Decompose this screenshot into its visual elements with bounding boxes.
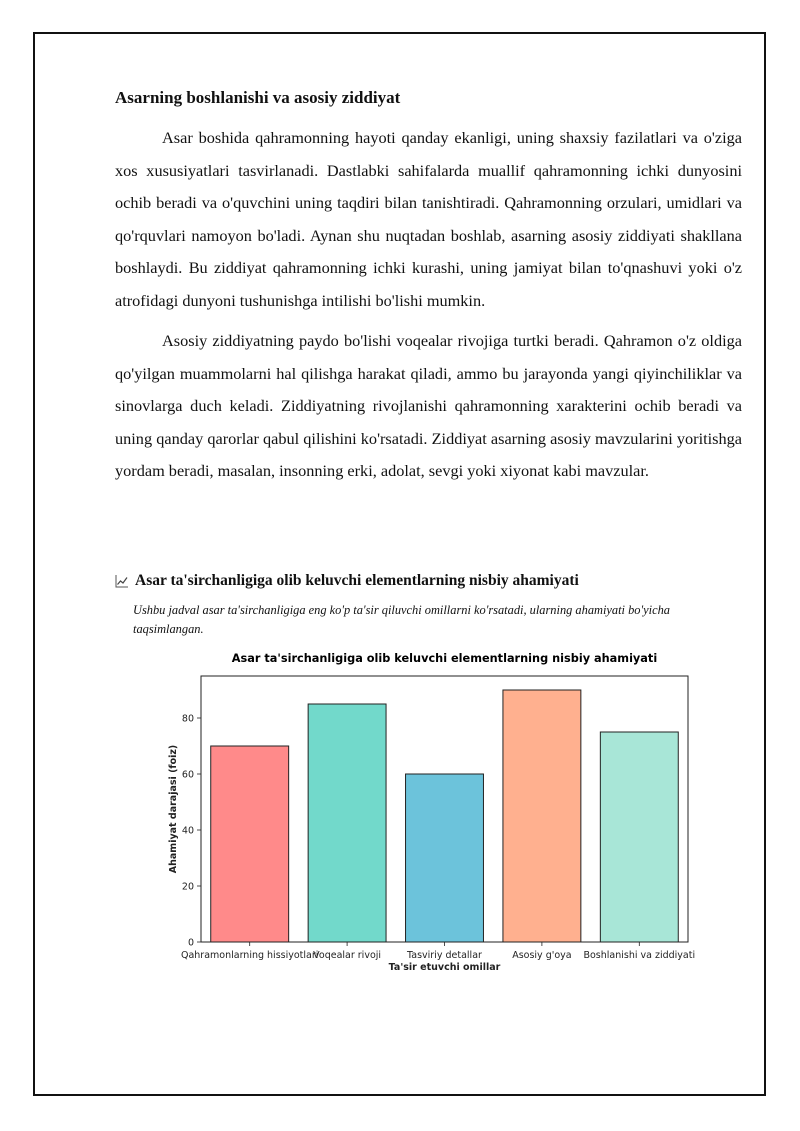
y-tick-label-5: 80 xyxy=(181,713,194,725)
x-tick-label-1: Qahramonlarning hissiyotlari xyxy=(180,950,319,961)
chart-increasing-icon xyxy=(115,574,129,588)
x-tick-label-4: Asosiy g'oya xyxy=(512,950,572,961)
y-tick-label-4: 60 xyxy=(181,769,194,781)
y-tick-label-1: 0 xyxy=(187,937,194,949)
bar-3 xyxy=(406,774,484,942)
x-tick-label-2: Voqealar rivoji xyxy=(313,950,382,961)
bar-1 xyxy=(211,746,289,942)
bar-5 xyxy=(600,732,678,942)
y-tick-label-3: 40 xyxy=(181,825,194,837)
x-tick-label-3: Tasviriy detallar xyxy=(407,950,482,961)
chart-title: Asar ta'sirchanligiga olib keluvchi elementlarning nisbiy ahamiyati xyxy=(231,652,658,665)
paragraph-1: Asar boshida qahramonning hayoti qanday ekanligi, uning shaxsiy fazilatlari va o'ziga xos xususiyatlari tasvirlanadi. Dastlabki sahifalarda muallif qahramonning ichki dunyosini ochib beradi va o'quvchini uning taqdiri bilan tanishtiradi. Qahramonning orzulari, umidlari va qo'rquvlari namoyon bo'ladi. Aynan shu nuqtadan boshlab, asarning asosiy ziddiyati shakllana boshlaydi. Bu ziddiyat qahramonning ichki kurashi, uning jamiyat bilan to'qnashuvi yoki o'z atrofidagi dunyoni tushunishga intilishi bo'lishi mumkin. xyxy=(115,128,742,310)
figure-title-text: Asar ta'sirchanligiga olib keluvchi elementlarning nisbiy ahamiyati xyxy=(135,572,579,589)
bar-2 xyxy=(308,704,386,942)
bar-chart xyxy=(160,643,700,983)
x-axis-label: Ta'sir etuvchi omillar xyxy=(388,962,501,973)
document-body xyxy=(115,86,742,496)
x-tick-label-5: Boshlanishi va ziddiyati xyxy=(583,950,696,961)
section-heading: Asarning boshlanishi va asosiy ziddiyat xyxy=(115,88,401,107)
figure-caption: Ushbu jadval asar ta'sirchanligiga eng ko'p ta'sir qiluvchi omillarni ko'rsatadi, ularning ahamiyati bo'yicha taqsimlangan. xyxy=(133,603,670,636)
bar-4 xyxy=(503,690,581,942)
paragraph-2: Asosiy ziddiyatning paydo bo'lishi voqealar rivojiga turtki beradi. Qahramon o'z oldiga qo'yilgan muammolarni hal qilishga harakat qiladi, ammo bu jarayonda yangi qiyinchiliklar va sinovlarga duch keladi. Ziddiyatning rivojlanishi qahramonning xarakterini ochib beradi va uning qanday qarorlar qabul qilishini ko'rsatadi. Ziddiyat asarning asosiy mavzularini yoritishga yordam beradi, masalan, insonning erki, adolat, sevgi yoki xiyonat kabi mavzular. xyxy=(115,331,742,480)
figure-title xyxy=(115,572,579,590)
y-tick-label-2: 20 xyxy=(181,881,194,893)
y-axis-label: Ahamiyat darajasi (foiz) xyxy=(168,744,179,874)
